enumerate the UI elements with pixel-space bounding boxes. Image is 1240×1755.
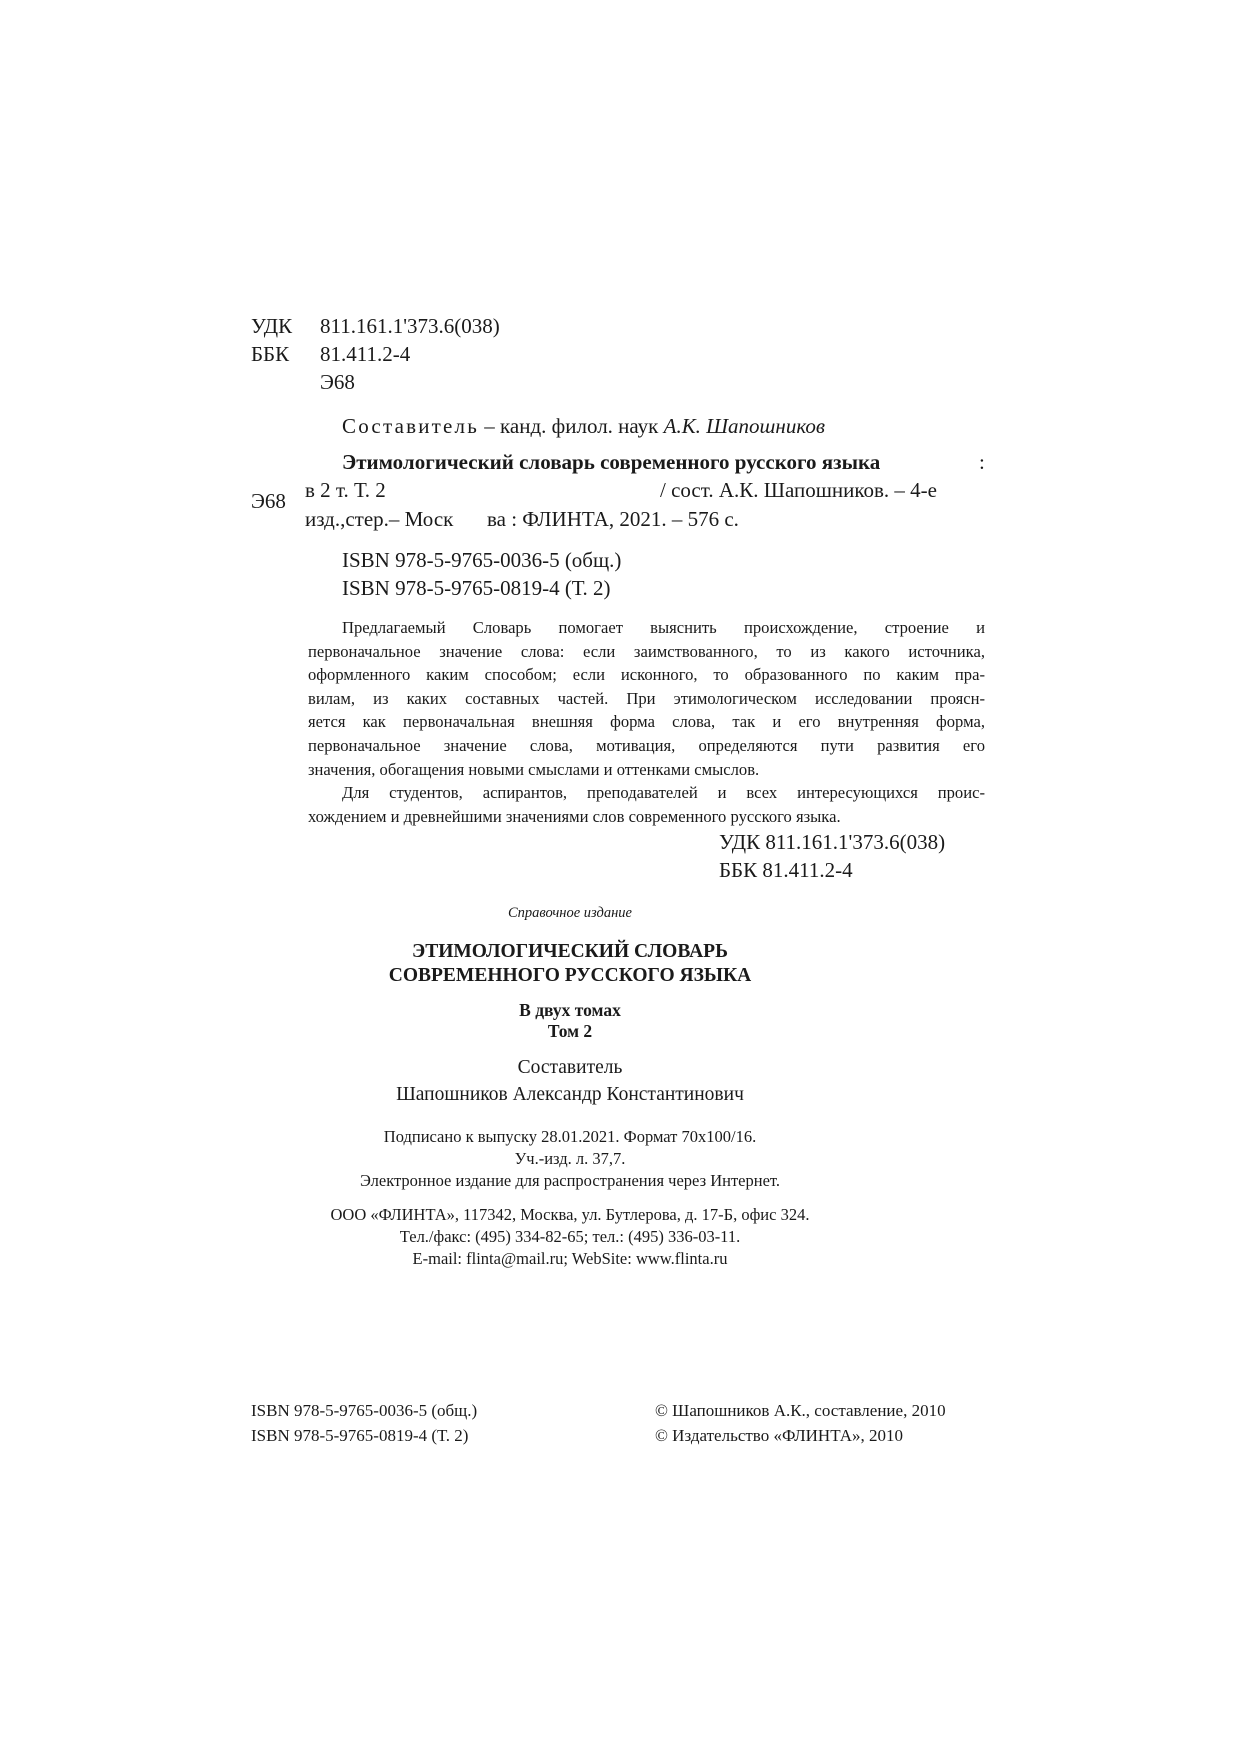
annotation-line: вилам, из каких составных частей. При этимологическом исследовании проясн-	[308, 688, 985, 708]
imprint-compiler-name: Шапошников Александр Константинович	[396, 1084, 744, 1105]
margin-author-mark: Э68	[251, 489, 286, 513]
book-title-line2: СОВРЕМЕННОГО РУССКОГО ЯЗЫКА	[388, 965, 752, 986]
bib-title: Этимологический словарь современного русского языка	[342, 450, 881, 474]
bib-line2-right: / сост. А.К. Шапошников. – 4-е	[660, 478, 937, 502]
annotation-line: значения, обогащения новыми смыслами и оттенками смыслов.	[308, 759, 760, 779]
edition-type: Справочное издание	[507, 905, 632, 921]
annotation-udk: УДК 811.161.1'373.6(038)	[719, 830, 946, 854]
footer-isbn-line: ISBN 978-5-9765-0819-4 (Т. 2)	[251, 1426, 469, 1445]
publisher-address: ООО «ФЛИНТА», 117342, Москва, ул. Бутлерова, д. 17-Б, офис 324.	[330, 1205, 810, 1224]
imprint	[300, 905, 840, 1270]
annotation-line: первоначальное значение слова, мотивация, определяются пути развития его	[308, 735, 985, 755]
annotation-line: яется как первоначальная внешняя форма слова, так и его внутренняя форма,	[308, 712, 985, 732]
annotation-line: Для студентов, аспирантов, преподавателей и всех интересующихся проис-	[342, 783, 985, 803]
volume-label: Том 2	[547, 1021, 593, 1041]
bbk-value: 81.411.2-4	[320, 342, 411, 366]
isbn-line: ISBN 978-5-9765-0819-4 (Т. 2)	[342, 576, 611, 600]
udk-label: УДК	[251, 314, 293, 338]
publisher-contacts: E-mail: flinta@mail.ru; WebSite: www.flinta.ru	[412, 1249, 728, 1268]
copyright-line: © Шапошников А.К., составление, 2010	[655, 1401, 946, 1420]
volumes-label: В двух томах	[519, 1000, 621, 1020]
annotation-line: оформленного каким способом; если исконного, то образованного по каким пра-	[308, 665, 985, 685]
bib-line3-a: изд.,стер.– Моск	[305, 507, 454, 531]
compiler-line	[342, 414, 825, 439]
author-mark: Э68	[320, 370, 355, 394]
bbk-label: ББК	[251, 342, 290, 366]
compiler-prefix: Составитель	[342, 414, 480, 438]
book-title-line1: ЭТИМОЛОГИЧЕСКИЙ СЛОВАРЬ	[412, 941, 728, 962]
udk-value: 811.161.1'373.6(038)	[320, 314, 500, 338]
annotation-line: хождением и древнейшими значениями слов современного русского языка.	[308, 806, 841, 826]
distribution-info: Электронное издание для распространения через Интернет.	[359, 1171, 781, 1190]
sheets-info: Уч.-изд. л. 37,7.	[514, 1149, 626, 1168]
annotation-bbk: ББК 81.411.2-4	[719, 858, 853, 882]
bib-line3-b: ва : ФЛИНТА, 2021. – 576 с.	[487, 507, 739, 531]
bib-title-colon: :	[979, 450, 985, 474]
footer-isbn	[251, 1398, 477, 1448]
publisher-phones: Тел./факс: (495) 334-82-65; тел.: (495) 336-03-11.	[399, 1227, 741, 1246]
copyright-line: © Издательство «ФЛИНТА», 2010	[655, 1426, 904, 1445]
compiler-middle: – канд. филол. наук	[484, 414, 659, 438]
signed-info: Подписано к выпуску 28.01.2021. Формат 70x100/16.	[383, 1127, 757, 1146]
footer-isbn-line: ISBN 978-5-9765-0036-5 (общ.)	[251, 1401, 478, 1420]
annotation-line: Предлагаемый Словарь помогает выяснить происхождение, строение и	[342, 618, 985, 637]
compiler-name: А.К. Шапошников	[663, 414, 825, 438]
imprint-compiler-label: Составитель	[517, 1057, 623, 1078]
annotation	[308, 616, 985, 828]
footer-copyright	[655, 1398, 946, 1448]
bib-line2-left: в 2 т. Т. 2	[305, 478, 386, 502]
isbn-line: ISBN 978-5-9765-0036-5 (общ.)	[342, 548, 622, 572]
annotation-line: первоначальное значение слова: если заимствованного, то из какого источника,	[308, 641, 985, 661]
